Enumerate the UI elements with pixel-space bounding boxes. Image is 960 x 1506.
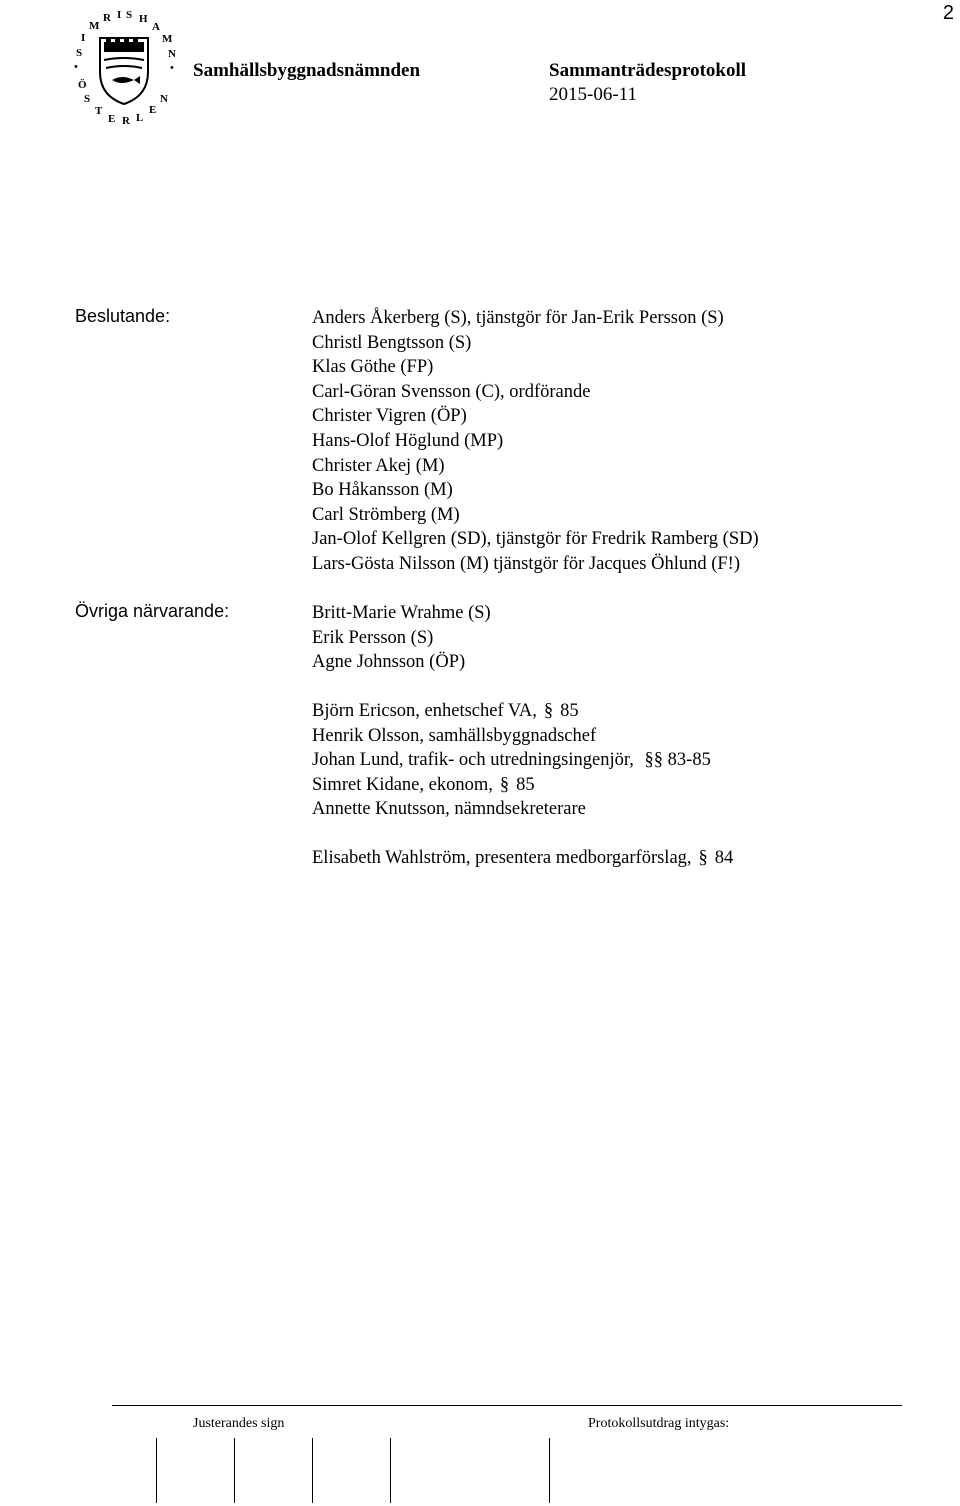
svg-text:M: M (162, 33, 173, 45)
svg-text:•: • (74, 61, 78, 73)
member-line: Lars-Gösta Nilsson (M) tjänstgör för Jacques Öhlund (F!) (312, 553, 740, 574)
ovriga-group-3 (312, 846, 733, 871)
meeting-date: 2015-06-11 (549, 84, 637, 105)
signature-divider (156, 1438, 157, 1503)
svg-text:S: S (126, 9, 133, 21)
section-sign: §§ (644, 750, 664, 771)
attendee-line: Agne Johnsson (ÖP) (312, 652, 466, 673)
ovriga-label: Övriga närvarande: (75, 601, 230, 621)
svg-text:M: M (89, 20, 100, 32)
svg-text:N: N (168, 48, 176, 60)
protokollsutdrag-label: Protokollsutdrag intygas: (588, 1416, 730, 1431)
svg-text:I: I (117, 9, 122, 21)
staff-line: Simret Kidane, ekonom, § 85 (312, 773, 711, 798)
svg-text:R: R (103, 12, 111, 24)
member-line: Anders Åkerberg (S), tjänstgör för Jan-Erik Persson (S) (312, 308, 724, 328)
svg-text:A: A (152, 21, 160, 33)
svg-text:S: S (76, 47, 83, 59)
member-line: Christer Vigren (ÖP) (312, 406, 467, 427)
member-line: Jan-Olof Kellgren (SD), tjänstgör för Fredrik Ramberg (SD) (312, 529, 759, 550)
staff-line: Annette Knutsson, nämndsekreterare (312, 799, 586, 820)
staff-line: Henrik Olsson, samhällsbyggnadschef (312, 725, 597, 746)
page-number: 2 (942, 2, 954, 24)
svg-text:•: • (170, 62, 174, 74)
svg-text:E: E (108, 113, 116, 125)
signature-divider (312, 1438, 313, 1503)
svg-text:H: H (139, 13, 148, 25)
svg-text:S: S (84, 93, 91, 105)
simrishamn-logo (64, 8, 184, 128)
svg-text:L: L (136, 112, 144, 124)
staff-line: Johan Lund, trafik- och utredningsingenjör, §§ 83-85 (312, 750, 711, 771)
svg-text:E: E (149, 104, 157, 116)
svg-text:I: I (81, 32, 86, 44)
justerandes-sign-label: Justerandes sign (193, 1416, 285, 1431)
member-line: Klas Göthe (FP) (312, 357, 434, 378)
signature-divider (549, 1438, 550, 1503)
signature-divider (234, 1438, 235, 1503)
section-sign: § (698, 848, 708, 868)
member-line: Bo Håkansson (M) (312, 480, 453, 501)
footer-divider (112, 1405, 902, 1406)
section-sign: § (499, 774, 510, 795)
ovriga-group-1 (312, 601, 491, 675)
svg-text:N: N (160, 93, 168, 105)
beslutande-label: Beslutande: (75, 306, 171, 326)
member-line: Christer Akej (M) (312, 455, 445, 476)
svg-text:R: R (122, 115, 130, 127)
document-type: Sammanträdesprotokoll (549, 60, 747, 81)
guest-line: Elisabeth Wahlström, presentera medborgarförslag, § 84 (312, 846, 733, 871)
attendee-line: Erik Persson (S) (312, 627, 434, 648)
committee-name: Samhällsbyggnadsnämnden (193, 60, 421, 81)
member-line: Carl Strömberg (M) (312, 504, 460, 525)
member-line: Christl Bengtsson (S) (312, 332, 472, 353)
svg-text:Ö: Ö (78, 79, 87, 91)
beslutande-list (312, 306, 759, 577)
svg-text:T: T (95, 105, 103, 117)
member-line: Carl-Göran Svensson (C), ordförande (312, 381, 591, 402)
member-line: Hans-Olof Höglund (MP) (312, 430, 504, 451)
attendee-line: Britt-Marie Wrahme (S) (312, 603, 491, 623)
signature-divider (390, 1438, 391, 1503)
ovriga-group-2 (312, 699, 711, 822)
staff-line: Björn Ericson, enhetschef VA, § 85 (312, 699, 711, 724)
section-sign: § (543, 701, 554, 721)
